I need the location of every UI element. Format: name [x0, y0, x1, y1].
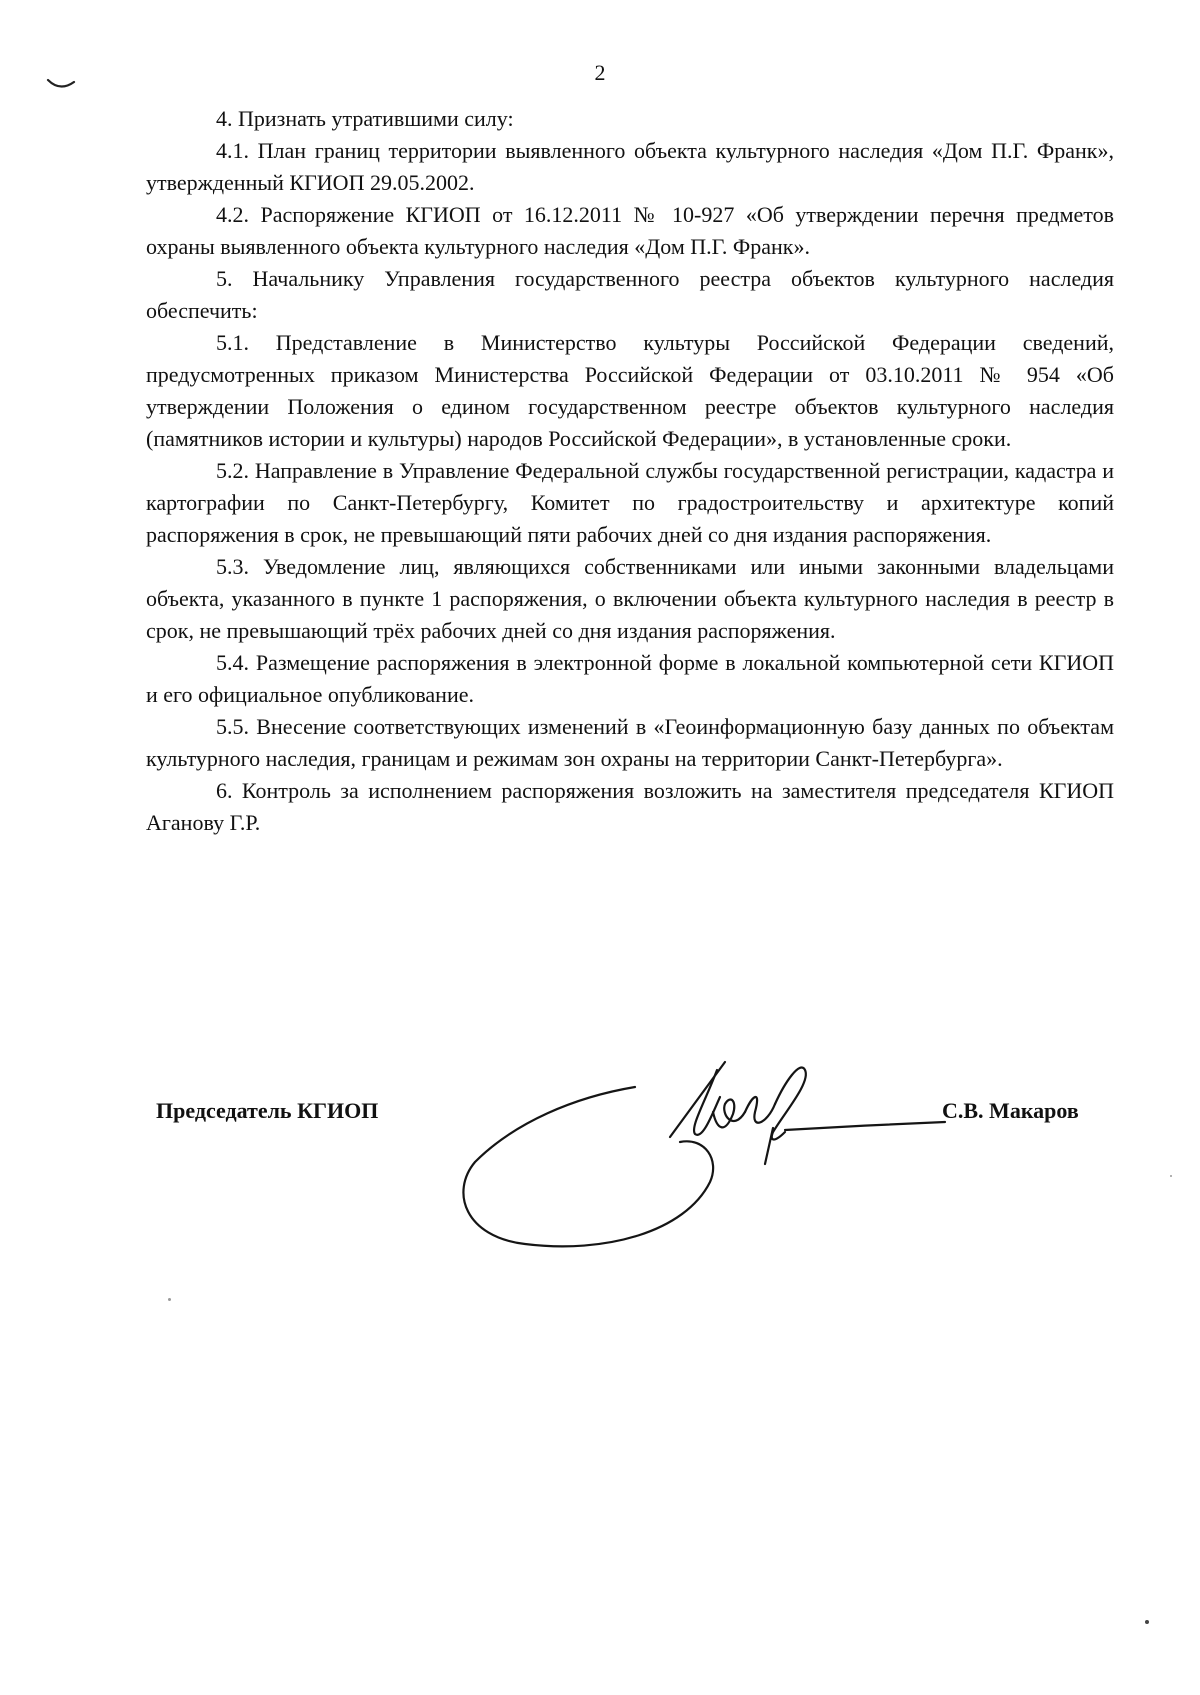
paragraph-5-3: 5.3. Уведомление лиц, являющихся собственниками или иными законными владельцами объекта, указанного в пункте 1 распоряжения, о включении объекта культурного наследия в реестр в срок, не превышающий трёх рабочих дней со дня издания распоряжения.: [146, 554, 1114, 643]
scan-speck: [1170, 1175, 1172, 1177]
scan-speck: [168, 1298, 171, 1301]
signatory-name: С.В. Макаров: [942, 1098, 1079, 1123]
paragraph-4-2: 4.2. Распоряжение КГИОП от 16.12.2011 № 10-927 «Об утверждении перечня предметов охраны выявленного объекта культурного наследия «Дом П.Г. Франк».: [146, 202, 1114, 259]
paragraph-4: 4. Признать утратившими силу:: [216, 106, 514, 131]
paragraph-5-5: 5.5. Внесение соответствующих изменений в «Геоинформационную базу данных по объектам культурного наследия, границам и режимам зон охраны на территории Санкт-Петербурга».: [146, 714, 1114, 771]
paragraph-6: 6. Контроль за исполнением распоряжения возложить на заместителя председателя КГИОП Аганову Г.Р.: [146, 778, 1114, 835]
paragraph-5-2: 5.2. Направление в Управление Федеральной службы государственной регистрации, кадастра и картографии по Санкт-Петербургу, Комитет по градостроительству и архитектуре копий распоряжения в срок, не превышающий пяти рабочих дней со дня издания распоряжения.: [146, 458, 1114, 547]
paragraph-5: 5. Начальнику Управления государственного реестра объектов культурного наследия обеспечить:: [146, 266, 1114, 323]
scan-speck: [1145, 1620, 1149, 1624]
paragraph-5-1: 5.1. Представление в Министерство культуры Российской Федерации сведений, предусмотренных приказом Министерства Российской Федерации от 03.10.2011 № 954 «Об утверждении Положения о едином государственном реестре объектов культурного наследия (памятников истории и культуры) народов Российской Федерации», в установленные сроки.: [146, 330, 1114, 451]
paragraph-4-1: 4.1. План границ территории выявленного объекта культурного наследия «Дом П.Г. Франк», утвержденный КГИОП 29.05.2002.: [146, 138, 1114, 195]
paragraph-5-4: 5.4. Размещение распоряжения в электронной форме в локальной компьютерной сети КГИОП и его официальное опубликование.: [146, 650, 1114, 707]
page-number: 2: [594, 60, 606, 85]
handwritten-signature-icon: [455, 1042, 955, 1252]
signatory-title: Председатель КГИОП: [156, 1098, 379, 1123]
